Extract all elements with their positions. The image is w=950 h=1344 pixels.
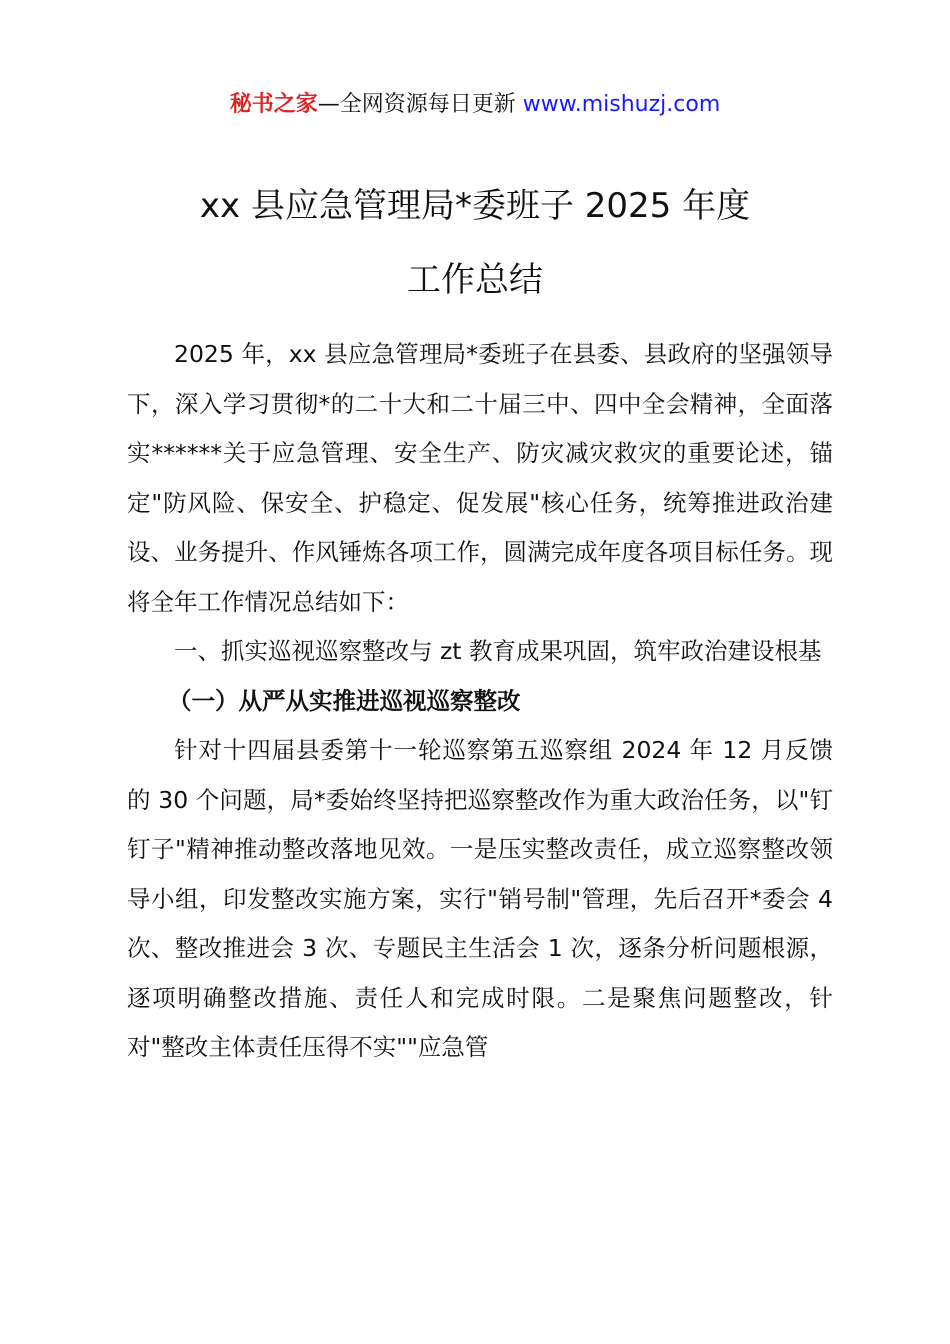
site-banner	[0, 88, 950, 122]
document-title-line-2: 工作总结	[407, 260, 543, 300]
subsection-1-paragraph: 针对十四届县委第十一轮巡察第五巡察组 2024 年 12 月反馈的 30 个问题，局*委始终坚持把巡察整改作为重大政治任务，以"钉钉子"精神推动整改落地见效。一是压实整改责任，成立巡察整改领导小组，印发整改实施方案，实行"销号制"管理，先后召开*委会 4 次、整改推进会 3 次、专题民主生活会 1 次，逐条分析问题根源，逐项明确整改措施、责任人和完成时限。二是聚焦问题整改，针对"整改主体责任压得不实""应急管	[127, 736, 833, 1061]
site-url-link[interactable]: www.mishuzj.com	[522, 92, 721, 117]
brand-name: 秘书之家	[229, 92, 318, 117]
document-body	[127, 330, 833, 1073]
intro-paragraph: 2025 年，xx 县应急管理局*委班子在县委、县政府的坚强领导下，深入学习贯彻*的二十大和二十届三中、四中全会精神，全面落实******关于应急管理、安全生产、防灾减灾救灾的重要论述，锚定"防风险、保安全、护稳定、促发展"核心任务，统筹推进政治建设、业务提升、作风锤炼各项工作，圆满完成年度各项目标任务。现将全年工作情况总结如下：	[127, 340, 833, 616]
banner-tagline: —全网资源每日更新	[317, 92, 523, 117]
subsection-1-heading	[127, 677, 833, 727]
section-1-heading: 一、抓实巡视巡察整改与 zt 教育成果巩固，筑牢政治建设根基	[174, 637, 822, 665]
document-title-line-1: xx 县应急管理局*委班子 2025 年度	[199, 186, 751, 226]
subsection-1-heading-text: （一）从严从实推进巡视巡察整改	[168, 686, 521, 715]
